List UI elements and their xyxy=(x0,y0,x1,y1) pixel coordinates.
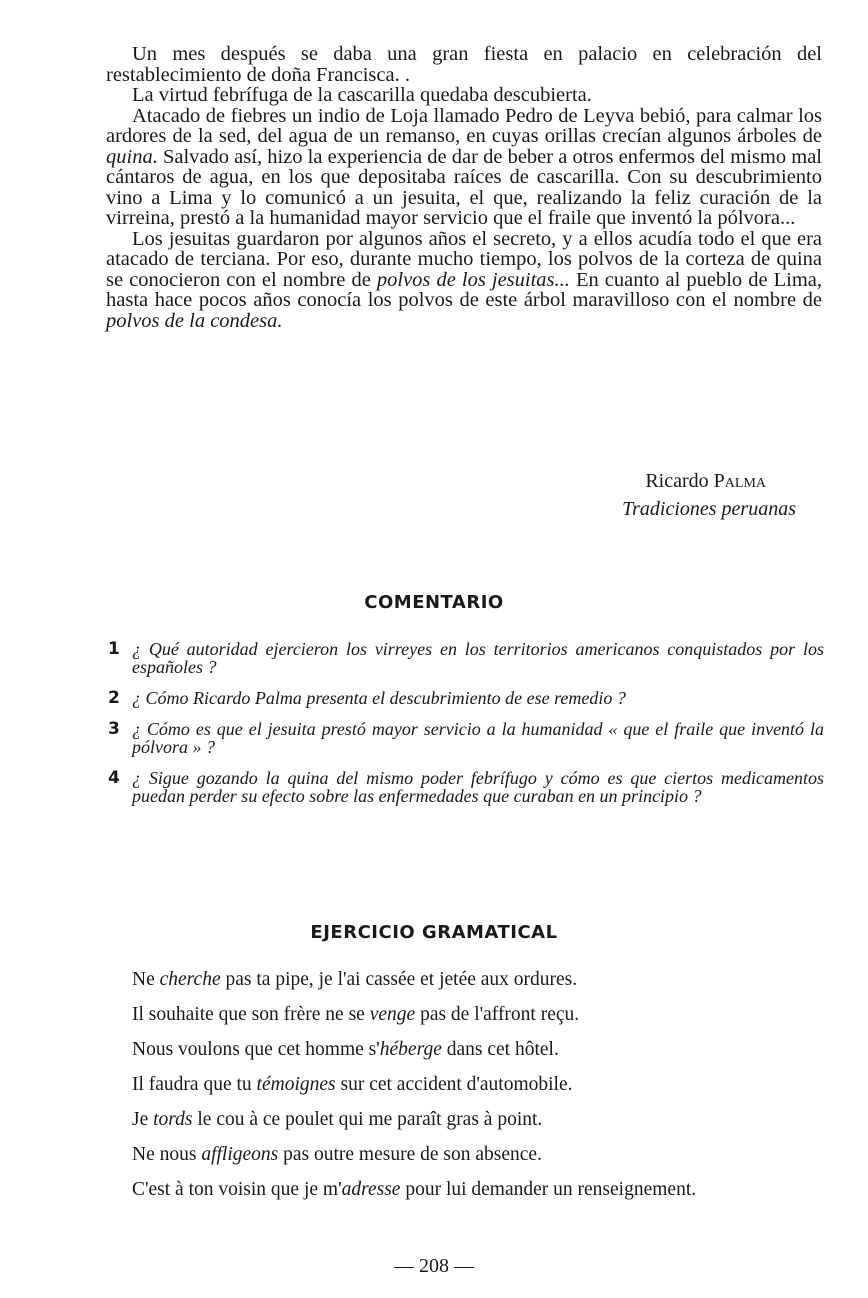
question-item xyxy=(108,769,824,805)
sentence-text: sur cet accident d'automobile. xyxy=(335,1074,573,1095)
paragraph-text: Atacado de fiebres un indio de Loja llamado Pedro de Leyva bebió, para calmar los ardores de la sed, del agua de un remanso, en cuyas orillas crecían algunos árboles de xyxy=(106,104,822,147)
italic-term: quina. xyxy=(106,145,158,168)
question-text: ¿ Cómo Ricardo Palma presenta el descubrimiento de ese remedio ? xyxy=(132,688,626,708)
paragraph-text: Un mes después se daba una gran fiesta en palacio en celebración del restablecimiento de doña Francisca. . xyxy=(106,43,822,86)
ejercicio-heading: EJERCICIO GRAMATICAL xyxy=(310,922,558,943)
sentence-text: pas de l'affront reçu. xyxy=(415,1004,580,1025)
sentence-text: Ne nous xyxy=(132,1144,202,1165)
exercise-sentence xyxy=(106,1005,822,1025)
italic-verb: tords xyxy=(153,1109,193,1130)
italic-verb: venge xyxy=(369,1004,416,1025)
exercise-sentence xyxy=(106,970,822,990)
italic-verb: héberge xyxy=(379,1039,442,1060)
paragraph xyxy=(106,106,822,229)
italic-term: polvos de la condesa. xyxy=(106,309,283,332)
paragraph-text: La virtud febrífuga de la cascarilla quedaba descubierta. xyxy=(132,84,592,106)
author-first-name: Ricardo xyxy=(645,470,709,492)
exercise-sentence xyxy=(106,1145,822,1165)
author-name xyxy=(622,467,766,495)
sentence-text: Il souhaite que son frère ne se xyxy=(132,1004,370,1025)
paragraph xyxy=(106,44,822,85)
sentence-text: pas outre mesure de son absence. xyxy=(278,1144,542,1165)
source-work-title: Tradiciones peruanas xyxy=(622,498,796,520)
paragraph xyxy=(106,85,822,106)
exercise-sentence xyxy=(106,1040,822,1060)
paragraph-text: Salvado así, hizo la experiencia de dar de beber a otros enfermos del mismo mal cántaros de agua, en los que depositaba raíces de cascarilla. Con su descubrimiento vino a Lima y lo comunicó a un jesuita, el que, realizando la feliz curación de la virreina, prestó a la humanidad mayor servicio que el fraile que inventó la pólvora... xyxy=(106,145,822,229)
sentence-text: Ne xyxy=(132,969,160,990)
paragraph-text: En cuanto al pueblo de Lima, hasta hace pocos años conocía los polvos de este árbol maravilloso con el nombre de xyxy=(106,268,822,311)
paragraph xyxy=(106,229,822,332)
paragraph-text: Los jesuitas guardaron por algunos años el secreto, y a ellos acudía todo el que era atacado de terciana. Por eso, durante mucho tiempo, los polvos de la corteza de quina se conocieron con el nombre de xyxy=(106,227,822,291)
italic-verb: adresse xyxy=(341,1179,401,1200)
comentario-heading: COMENTARIO xyxy=(364,592,504,613)
question-item xyxy=(108,689,824,707)
sentence-text: pour lui demander un renseignement. xyxy=(400,1179,697,1200)
question-number: 2 xyxy=(108,688,120,708)
question-number: 4 xyxy=(108,768,120,788)
exercise-sentence xyxy=(106,1180,822,1200)
sentence-text: pas ta pipe, je l'ai cassée et jetée aux ordures. xyxy=(220,969,578,990)
comentario-questions xyxy=(108,640,824,818)
sentence-text: le cou à ce poulet qui me paraît gras à point. xyxy=(192,1109,543,1130)
question-item xyxy=(108,640,824,676)
italic-verb: affligeons xyxy=(201,1144,279,1165)
question-text: ¿ Cómo es que el jesuita prestó mayor servicio a la humanidad « que el fraile que inventó la pólvora » ? xyxy=(132,719,824,757)
author-signature xyxy=(622,467,796,523)
sentence-text: Nous voulons que cet homme s' xyxy=(132,1039,380,1060)
prose-excerpt xyxy=(106,44,822,331)
question-text: ¿ Sigue gozando la quina del mismo poder febrífugo y cómo es que ciertos medicamentos puedan perder su efecto sobre las enfermedades que curaban en un principio ? xyxy=(132,768,824,806)
sentence-text: Il faudra que tu xyxy=(132,1074,257,1095)
italic-term: polvos de los jesuitas... xyxy=(376,268,570,291)
italic-verb: cherche xyxy=(159,969,221,990)
question-item xyxy=(108,720,824,756)
question-number: 1 xyxy=(108,639,120,659)
exercise-sentence xyxy=(106,1075,822,1095)
sentence-text: C'est à ton voisin que je m' xyxy=(132,1179,342,1200)
page-number: — 208 — xyxy=(394,1255,474,1277)
sentence-text: Je xyxy=(132,1109,154,1130)
exercise-sentence xyxy=(106,1110,822,1130)
italic-verb: témoignes xyxy=(256,1074,336,1095)
sentence-text: dans cet hôtel. xyxy=(441,1039,559,1060)
author-surname: Palma xyxy=(713,470,766,492)
question-text: ¿ Qué autoridad ejercieron los virreyes en los territorios americanos conquistados por los españoles ? xyxy=(132,639,824,677)
question-number: 3 xyxy=(108,719,120,739)
exercise-sentences xyxy=(106,970,822,1215)
